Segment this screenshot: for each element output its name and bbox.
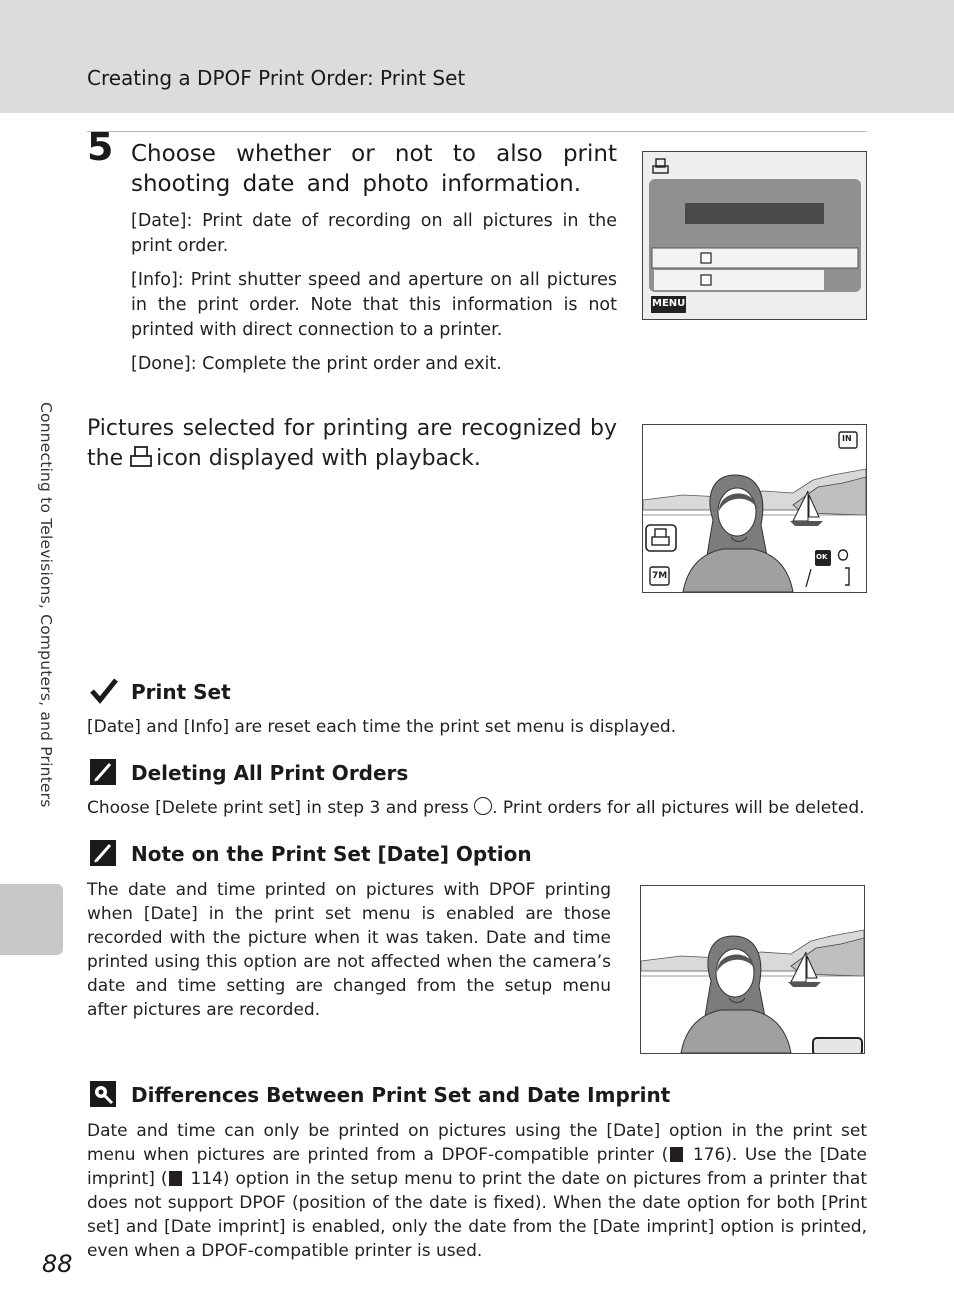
note-body-print-set: [Date] and [Info] are reset each time the print set menu is displayed. bbox=[87, 717, 677, 737]
internal-memory-indicator: IN bbox=[842, 434, 852, 443]
page-reference-icon bbox=[169, 1171, 182, 1186]
step-item-date: [Date]: Print date of recording on all pictures in the print order. bbox=[131, 211, 617, 256]
header-band bbox=[0, 0, 954, 113]
page-reference-icon bbox=[670, 1147, 683, 1162]
playback-screen bbox=[642, 424, 867, 593]
date-print-illustration bbox=[640, 885, 865, 1054]
magnifier-icon bbox=[89, 1080, 117, 1108]
section-rule bbox=[87, 131, 867, 132]
note-body-differences-p1: Date and time can only be printed on pictures using the [Date] option in the print set menu when pictures are printed from a DPOF-compatible printer ( bbox=[87, 1121, 867, 1165]
check-mark-icon bbox=[89, 677, 117, 705]
ok-indicator: OK bbox=[816, 553, 828, 561]
image-size-indicator: 7M bbox=[652, 571, 668, 581]
note-body-differences-ref1: 176). Use the [Date imprint] ( bbox=[87, 1145, 867, 1189]
page-number: 88 bbox=[42, 1250, 73, 1278]
note-title-date-option: Note on the Print Set [Date] Option bbox=[131, 842, 532, 866]
note-body-differences bbox=[87, 1119, 867, 1263]
step-item-done: [Done]: Complete the print order and exit. bbox=[131, 354, 502, 374]
step-number: 5 bbox=[87, 125, 114, 169]
note-title-differences: Differences Between Print Set and Date Imprint bbox=[131, 1083, 671, 1107]
page-header-title: Creating a DPOF Print Order: Print Set bbox=[87, 66, 466, 90]
step-item-info: [Info]: Print shutter speed and aperture on all pictures in the print order. Note that this information is not printed with direct connection to a printer. bbox=[131, 270, 617, 340]
side-tab-marker bbox=[0, 884, 63, 955]
print-set-menu-screen bbox=[642, 151, 867, 320]
note-body-date-option: The date and time printed on pictures with DPOF printing when [Date] in the print set menu is enabled are those recorded with the picture when it was taken. Date and time printed using this option are not affected when the camera’s date and time setting are changed from the setup menu after pictures are recorded. bbox=[87, 880, 611, 1020]
step-heading: Choose whether or not to also print shooting date and photo information. bbox=[131, 141, 617, 197]
date-print-scene-graphic bbox=[641, 886, 864, 1053]
note-title-deleting-orders: Deleting All Print Orders bbox=[131, 761, 409, 785]
recognized-paragraph bbox=[87, 414, 617, 477]
pencil-icon bbox=[89, 758, 117, 786]
pencil-icon bbox=[89, 839, 117, 867]
recognized-text-after: icon displayed with playback. bbox=[156, 446, 481, 471]
printer-icon bbox=[653, 159, 668, 173]
print-set-menu-graphic bbox=[643, 152, 866, 319]
playback-scene-graphic bbox=[643, 425, 866, 592]
note-body-deleting-orders bbox=[87, 796, 865, 820]
side-tab-label: Connecting to Televisions, Computers, and Printers bbox=[37, 402, 55, 808]
note-body-deleting-before: Choose [Delete print set] in step 3 and press bbox=[87, 798, 469, 818]
note-title-print-set: Print Set bbox=[131, 680, 231, 704]
ok-button-icon bbox=[474, 797, 492, 815]
menu-button-label: MENU bbox=[652, 298, 686, 309]
note-body-differences-ref2: 114) option in the setup menu to print the date on pictures from a printer that does not support DPOF (position of the date is fixed). When the date option for both [Print set] and [Date imprint] is enabled, only the date from the [Date imprint] option is printed, even when a DPOF-compatible printer is used. bbox=[87, 1169, 867, 1261]
printer-icon bbox=[130, 446, 152, 477]
note-body-deleting-after: . Print orders for all pictures will be deleted. bbox=[492, 798, 865, 818]
recognized-text: Pictures selected for printing are recognized by the bbox=[87, 416, 617, 471]
